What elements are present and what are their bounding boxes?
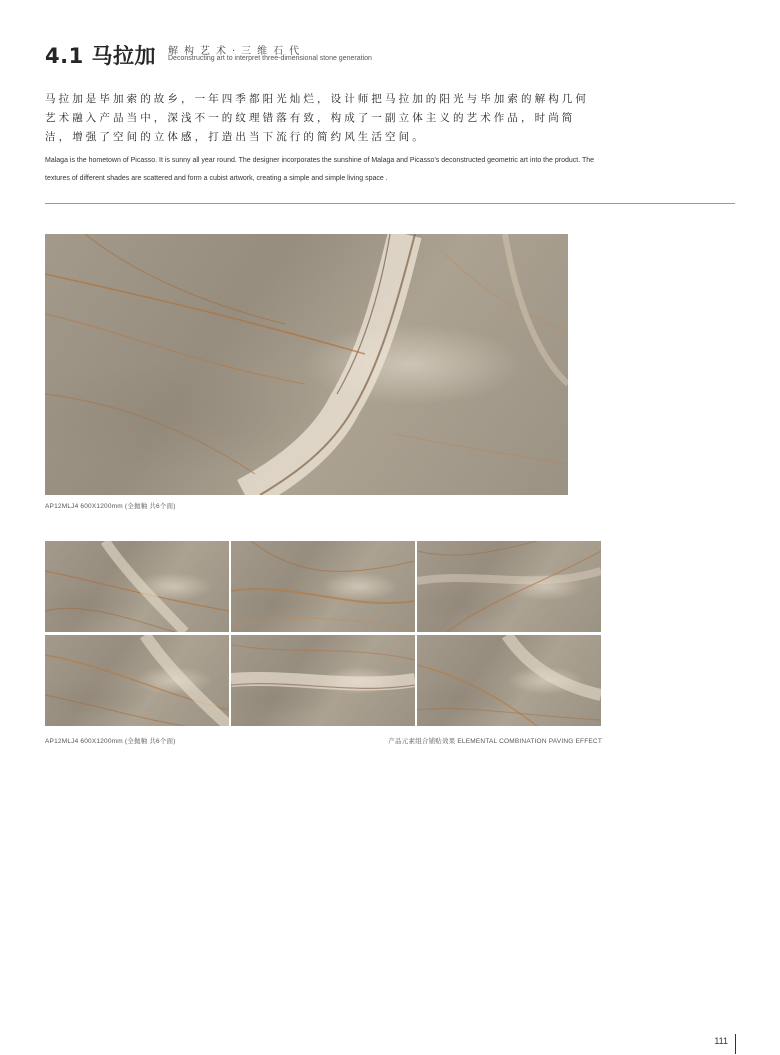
page-title: 4.1 马拉加 [45, 44, 157, 68]
paving-effect-caption: 产品元素组合铺贴效果 ELEMENTAL COMBINATION PAVING EFFECT [388, 738, 602, 745]
divider [45, 203, 735, 204]
page-number: 111 [714, 1036, 728, 1046]
tile-image [231, 541, 415, 632]
tile-image [417, 635, 601, 726]
intro-text-chinese: 马拉加是毕加索的故乡，一年四季都阳光灿烂，设计师把马拉加的阳光与毕加索的解构几何艺术融入产品当中，深浅不一的纹理错落有致，构成了一副立体主义的艺术作品，时尚简洁，增强了空间的立体感，打造出当下流行的简约风生活空间。 [45, 93, 589, 143]
marble-slab-image [45, 234, 568, 495]
tile-image [417, 541, 601, 632]
tile-grid [45, 541, 602, 727]
subtitle-english: Deconstructing art to interpret three-dimensional stone generation [168, 55, 372, 62]
main-image-caption: AP12MLJ4 600X1200mm (全抛釉 共6个面) [45, 503, 176, 510]
subtitle-chinese: 解构艺术·三维石代 [168, 46, 306, 57]
tile-image [45, 635, 229, 726]
intro-text-english: Malaga is the hometown of Picasso. It is sunny all year round. The designer incorporates the sunshine of Malaga and Picasso’s deconstructed geometric art into the product. The textures of different shades are scattered and form a cubist artwork, creating a simple and simple living space . [45, 157, 595, 182]
tiles-caption: AP12MLJ4 600X1200mm (全抛釉 共6个面) [45, 738, 176, 745]
page-number-divider [735, 1034, 736, 1054]
tile-image [45, 541, 229, 632]
tile-image [231, 635, 415, 726]
